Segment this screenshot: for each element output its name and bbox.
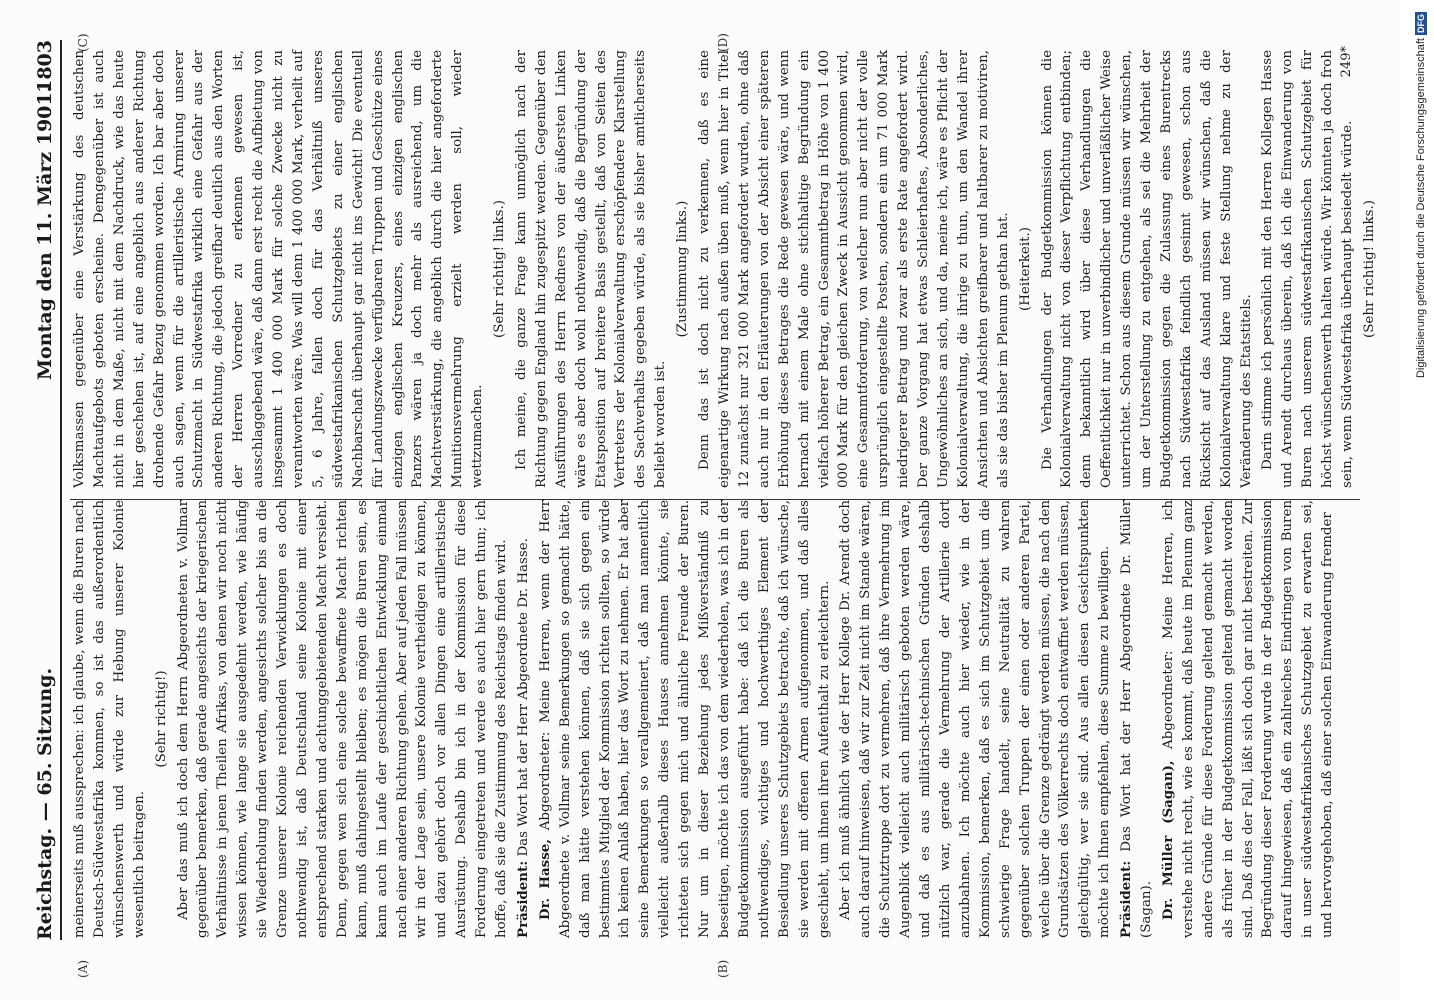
paragraph-text: Darin stimme ich persönlich mit den Herren Kollegen Hasse und Arendt durchaus überein, daß ich die Einwanderung von Buren nach unserem südwestafrikanischen Schutzgebiet für höchst wünschenswerth halten würde. Wir könnten ja doch froh sein, wenn Südwestafrika überhaupt besiedelt würde. <box>1260 50 1356 488</box>
right-column <box>70 50 1377 488</box>
paragraph-text: Das Wort hat der Herr Abgeordnete Dr. Müller (Sagan). <box>1119 500 1155 938</box>
paragraph-text: Denn das ist doch nicht zu verkennen, daß es eine eigenartige Wirkung nach außen üben muß, wenn hier in Titel 12 zunächst nur 321 000 Mark angefordert wurden, ohne daß auch nur in den Erläuterungen von der Absicht einer späteren Erhöhung dieses Betrages die Rede gewesen wäre, und wenn hernach mit einem Male ohne stichhaltige Begründung ein vielfach höherer Betrag, ein Gesammtbetrag in Höhe von 1 400 000 Mark für den gleichen Zweck in Aussicht genommen wird, eine Gesammtforderung, von welcher nun aber nicht der volle ursprünglich eingestellte Posten, sondern ein um 71 000 Mark niedrigerer Betrag und zwar als erste Rate angefordert wird. Der ganze Vorgang hat etwas Schleierhaftes, Absonderliches, Ungewöhnliches an sich, und da, meine ich, wäre es Pflicht der Kolonialverwaltung, die ihrige zu thun, um den Wandel ihrer Ansichten und Absichten greifbarer und haltbarer zu motiviren, als sie das bisher im Plenum gethan hat. <box>697 50 1011 488</box>
interjection <box>673 50 693 488</box>
paragraph-text: Aber ich muß ähnlich wie der Herr Kollege Dr. Arendt doch auch darauf hinweisen, daß wir zur Zeit nicht im Stande wären, die Schutztruppe dort zu vermehren, daß ihre Vermehrung im Augenblick vielleicht auch militärisch geboten werden wäre, und daß es aus militärisch-technischen Gründen deshalb nützlich war, gerade die Vermehrung der Artillerie dort anzubahnen. Ich möchte auch hier wieder, wie in der Kommission, bemerken, daß es sich im Schutzgebiet um die schwierige Frage handelt, seine Neutralität zu wahren gegenüber solchen Truppen der einen oder anderen Partei, welche über die Grenze gedrängt werden müssen, die nach den Grundsätzen des Völkerrechts doch entwaffnet werden müssen, gleichgültig, wer sie sind. Aus allen diesen Gesichtspunkten möchte ich Ihnen empfehlen, diese Summe zu bewilligen. <box>838 500 1113 938</box>
margin-marker-b: (B) <box>716 959 730 978</box>
paragraph-text: (Sehr richtig! links.) <box>1362 200 1377 338</box>
speaker-name: Dr. Müller (Sagan), <box>1159 760 1176 920</box>
paragraph <box>536 500 835 938</box>
paragraph-text: Das Wort hat der Herr Abgeordnete Dr. Hasse. <box>515 538 531 861</box>
paragraph <box>512 50 671 488</box>
margin-marker-a: (A) <box>76 959 90 978</box>
paragraph <box>514 500 534 938</box>
paragraph <box>1258 50 1358 488</box>
paragraph-text: (Sehr richtig! links.) <box>492 200 508 338</box>
stamp-text: Digitalisierung gefördert durch die Deutsche Forschungsgemeinschaft <box>1415 38 1427 379</box>
interjection <box>490 50 510 488</box>
paragraph-text: (Sehr richtig!) <box>153 670 169 768</box>
interjection <box>1016 50 1036 488</box>
paragraph <box>70 500 150 938</box>
interjection <box>1360 50 1380 488</box>
column-divider <box>70 499 1360 500</box>
paragraph-text: (Heiterkeit.) <box>1017 227 1033 311</box>
paragraph-text: Die Verhandlungen der Budgetkommission können die Kolonialverwaltung nicht von dieser Verpflichtung entbinden; denn bekanntlich wird über diese Verhandlungen die Oeffentlichkeit nur in unverbindlicher und unverläßlicher Weise unterrichtet. Schon aus diesem Grunde müssen wir wünschen, um der Unterstellung zu entgehen, als sei die Mehrheit der Budgetkommission gegen die Zulassung eines Burentrecks nach Südwestafrika feindlich gesinnt gewesen, schon aus Rücksicht auf das Ausland müssen wir wünschen, daß die Kolonialverwaltung klare und feste Stellung nehme zu der Veränderung des Etatstitels. <box>1039 50 1254 488</box>
paragraph-text: Aber das muß ich doch dem Herrn Abgeordneten v. Vollmar gegenüber bemerken, daß gerade angesichts der kriegerischen Verhältnisse in jenen Theilen Afrikas, von denen wir noch nicht wissen können, wie lange sie ausgedehnt werden, wie häufig sie Wiederholung finden werden, angesichts solcher bis an die Grenze unserer Kolonie reichenden Verwicklungen es doch nothwendig ist, daß Deutschland seine Kolonie mit einer entsprechend starken und achtunggebietenden Macht versieht. Denn, gegen wen sich eine solche bewaffnete Macht richten kann, muß dahingestellt bleiben; es mögen die Buren sein, es kann auch im Laufe der geschichtlichen Entwicklung einmal nach einer anderen Richtung gehen. Aber auf jeden Fall müssen wir in der Lage sein, unsere Kolonie vertheidigen zu können, und dazu gehört doch vor allen Dingen eine artilleristische Ausrüstung. Deshalb bin ich in der Kommission für diese Forderung eingetreten und werde es auch hier gern thun; ich hoffe, daß sie die Zustimmung des Reichstags finden wird. <box>175 500 510 938</box>
page-header <box>28 40 64 940</box>
paragraph <box>695 50 1014 488</box>
header-date: Montag den 11. März 1901. <box>34 85 56 380</box>
speaker-name: Dr. Hasse, <box>536 839 553 920</box>
paragraph <box>70 50 488 488</box>
header-left: Reichstag. — 65. Sitzung. <box>34 667 56 940</box>
speaker-name: Präsident: <box>1118 860 1135 938</box>
paragraph <box>1117 500 1157 938</box>
left-column <box>70 500 1370 938</box>
interjection <box>152 500 172 938</box>
margin-marker-c: (C) <box>76 33 90 52</box>
margin-marker-d: (D) <box>716 33 730 52</box>
speaker-name: Präsident: <box>514 860 531 938</box>
header-rule <box>60 40 62 940</box>
paragraph <box>1038 50 1257 488</box>
paragraph <box>174 500 512 938</box>
paragraph-text: Volksmassen gegenüber eine Verstärkung des deutschen Machtaufgebots geboten erscheine. Demgegenüber ist auch nicht in dem Maße, nicht mit dem Nachdruck, wie das heute hier geschehen ist, auf eine angeblich aus anderer Richtung drohende Gefahr Bezug genommen worden. Ich bar aber doch auch sagen, wenn für die artilleristische Armirung unserer Schutzmacht in Südwestafrika wirklich eine Gefahr aus der anderen Richtung, die jedoch greifbar deutlich aus den Worten der Herren Vorredner zu erkennen gewesen ist, ausschlaggebend wäre, daß dann erst recht die Aufbietung von insgesammt 1 400 000 Mark für solche Zwecke nicht zu verantworten wäre. Was will denn 1 400 000 Mark, verheilt auf 5, 6 Jahre, fallen doch für das Verhältniß unseres südwestafrikanischen Schutzgebiets zu einer englischen Nachbarschaft überhaupt gar nicht ins Gewicht! Die eventuell für Landungszwecke verfügbaren Truppen und Geschütze eines einzigen englischen Kreuzers, eines einzigen englischen Panzers wären ja doch mehr als ausreichend, um die Machtverstärkung, die angeblich durch die hier angeforderte Munitionsvermehrung erzielt werden soll, wieder wettzumachen. <box>72 50 486 488</box>
paragraph-text: (Zustimmung links.) <box>675 200 691 338</box>
page-number: 1803 <box>34 40 56 93</box>
paragraph-text: meinerseits muß aussprechen: ich glaube, wenn die Buren nach Deutsch-Südwestafrika kommen, so ist das außerordentlich wünschenswerth und würde zur Hebung unserer Kolonie wesentlich beitragen. <box>72 500 147 938</box>
paragraph-text: Abgeordneter: Meine Herren, ich verstehe nicht recht, wie es kommt, daß heute im Plenum ganz andere Gründe für diese Forderung geltend gemacht werden, als früher in der Budgetkommission geltend gemacht worden sind. Daß dies der Fall, läßt sich doch gar nicht bestreiten. Zur Begründung dieser Forderung wurde in der Budgetkommission darauf hingewiesen, daß ein zahlreiches Eindringen von Buren in unser südwestafrikanisches Schutzgebiet zu erwarten sei, und hervorgehoben, daß einer solchen Einwanderung fremder <box>1160 500 1336 938</box>
paragraph <box>1159 500 1338 938</box>
page-marker: 249* <box>1339 46 1354 78</box>
paragraph <box>836 500 1115 938</box>
paragraph-text: Ich meine, die ganze Frage kann unmöglich nach der Richtung gegen England hin zugespitzt werden. Gegenüber den Ausführungen des Herrn Redners von der äußersten Linken wäre es aber doch wohl nothwendig, daß die Begründung der Etatsposition auf breitere Basis gestellt, daß von Seiten des Vertreters der Kolonialverwaltung erschöpfendere Klarstellung des Sachverhalts gegeben würde, als sie bisher amtlicherseits beliebt worden ist. <box>513 50 669 488</box>
dfg-logo: DFG <box>1416 14 1426 33</box>
paragraph-text: Abgeordneter: Meine Herren, wenn der Herr Abgeordnete v. Vollmar seine Bemerkungen so gemacht hätte, daß man hätte verstehen können, daß sie sich gegen ein bestimmtes Mitglied der Kommission richten sollten, so würde ich keinen Anlaß haben, hier das Wort zu nehmen. Er hat aber seine Bemerkungen so verallgemeinert, daß man namentlich vielleicht außerhalb dieses Hauses annehmen könnte, sie richteten sich gegen mich und ähnliche Freunde der Buren. Nur um in dieser Beziehung jedes Mißverständniß zu beseitigen, möchte ich das von dem wiederholen, was ich in der Budgetkommission ausgeführt habe: daß ich die Buren als nothwendiges, wichtiges und hochwerthiges Element der Besiedlung unseres Schutzgebiets betrachte, daß ich wünsche, sie werden mit offenen Armen aufgenommen, und daß alles geschieht, um ihnen ihren Aufenthalt zu erleichtern. <box>537 500 832 938</box>
digitization-stamp <box>1412 0 1434 1000</box>
